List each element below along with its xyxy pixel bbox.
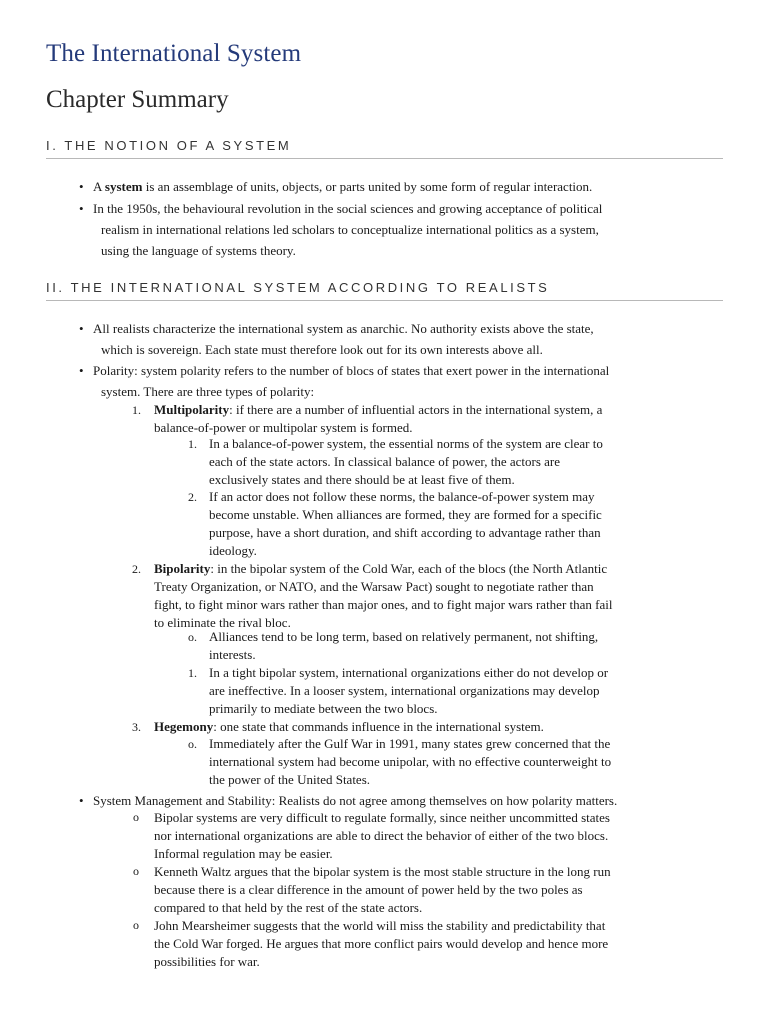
circle-bullet-icon: o <box>133 810 139 824</box>
text-line: using the language of systems theory. <box>101 243 296 258</box>
text-line: to eliminate the rival bloc. <box>154 615 291 630</box>
text-line: Treaty Organization, or NATO, and the Warsaw Pact) sought to negotiate rather than <box>154 579 594 594</box>
list-number: 1. <box>188 437 197 451</box>
text-line: the power of the United States. <box>209 772 371 787</box>
text-line: nor international organizations are able to direct the behavior of either of the two blocs. <box>154 828 609 843</box>
text-line: the Cold War forged. He argues that more conflict pairs would develop and hence more <box>154 936 609 951</box>
text-line: interests. <box>209 647 256 662</box>
list-number: 1. <box>132 403 141 417</box>
text-line: In the 1950s, the behavioural revolution in the social sciences and growing acceptance of political <box>93 201 603 216</box>
bullet-icon: • <box>79 321 84 336</box>
text-line: international system had become unipolar, with no effective counterweight to <box>209 754 612 769</box>
text-line: In a tight bipolar system, international organizations either do not develop or <box>209 665 609 680</box>
text-line: Immediately after the Gulf War in 1991, many states grew concerned that the <box>209 736 611 751</box>
text-line: exclusively states and there should be at least five of them. <box>209 472 515 487</box>
text-run: : if there are a number of influential actors in the international system, a <box>229 402 603 417</box>
text-line: All realists characterize the international system as anarchic. No authority exists above the state, <box>93 321 594 336</box>
text-line: which is sovereign. Each state must therefore look out for its own interests above all. <box>101 342 543 357</box>
text-line: balance-of-power or multipolar system is formed. <box>154 420 413 435</box>
text-line: Polarity: system polarity refers to the number of blocs of states that exert power in the international <box>93 363 610 378</box>
text-line: ideology. <box>209 543 257 558</box>
text-run: : one state that commands influence in the international system. <box>213 719 544 734</box>
bullet-icon: • <box>79 363 84 378</box>
text-line: Informal regulation may be easier. <box>154 846 333 861</box>
text-line: system. There are three types of polarity: <box>101 384 315 399</box>
list-number: 3. <box>132 720 141 734</box>
text-line: become unstable. When alliances are formed, they are formed for a specific <box>209 507 602 522</box>
list-number: 2. <box>188 490 197 504</box>
hegemony-line <box>154 718 544 736</box>
section-heading-notion: I. THE NOTION OF A SYSTEM <box>46 138 723 159</box>
term-hegemony: Hegemony <box>154 719 214 734</box>
list-marker: o. <box>188 630 197 644</box>
text-run: is an assemblage of units, objects, or parts united by some form of regular interaction. <box>142 179 593 194</box>
text-line: each of the state actors. In classical balance of power, the actors are <box>209 454 561 469</box>
section-heading-realists: II. THE INTERNATIONAL SYSTEM ACCORDING TO REALISTS <box>46 280 723 301</box>
text-line: Alliances tend to be long term, based on relatively permanent, not shifting, <box>209 629 599 644</box>
text-line: System Management and Stability: Realists do not agree among themselves on how polarity matters. <box>93 793 618 808</box>
term-system: system <box>104 179 143 194</box>
multipolarity-line <box>154 401 602 419</box>
text-line: are ineffective. In a looser system, international organizations may develop <box>209 683 600 698</box>
text-line: fight, to fight minor wars rather than major ones, and to fight major wars rather than fail <box>154 597 613 612</box>
list-marker: o. <box>188 737 197 751</box>
text-line: realism in international relations led scholars to conceptualize international politics as a system, <box>101 222 599 237</box>
term-multipolarity: Multipolarity <box>154 402 230 417</box>
text-line: Bipolar systems are very difficult to regulate formally, since neither uncommitted states <box>154 810 610 825</box>
text-line: because there is a clear difference in the amount of power held by the two poles as <box>154 882 583 897</box>
text-line: In a balance-of-power system, the essential norms of the system are clear to <box>209 436 603 451</box>
text-run: A <box>93 179 105 194</box>
bullet-icon: • <box>79 793 84 808</box>
text-run: : in the bipolar system of the Cold War, each of the blocs (the North Atlantic <box>210 561 608 576</box>
chapter-summary-heading: Chapter Summary <box>46 86 229 113</box>
bullet-icon: • <box>79 179 84 194</box>
list-number: 1. <box>188 666 197 680</box>
term-bipolarity: Bipolarity <box>154 561 211 576</box>
text-line: purpose, have a short duration, and shift according to advantage rather than <box>209 525 601 540</box>
bullet-icon: • <box>79 201 84 216</box>
text-line: possibilities for war. <box>154 954 260 969</box>
list-number: 2. <box>132 562 141 576</box>
text-line: compared to that held by the rest of the state actors. <box>154 900 423 915</box>
bipolarity-line <box>154 560 607 578</box>
text-line: Kenneth Waltz argues that the bipolar system is the most stable structure in the long run <box>154 864 611 879</box>
circle-bullet-icon: o <box>133 918 139 932</box>
text-line: If an actor does not follow these norms, the balance-of-power system may <box>209 489 595 504</box>
text-line: John Mearsheimer suggests that the world will miss the stability and predictability that <box>154 918 606 933</box>
text-line: primarily to mediate between the two blocs. <box>209 701 438 716</box>
document-title: The International System <box>46 40 302 67</box>
circle-bullet-icon: o <box>133 864 139 878</box>
